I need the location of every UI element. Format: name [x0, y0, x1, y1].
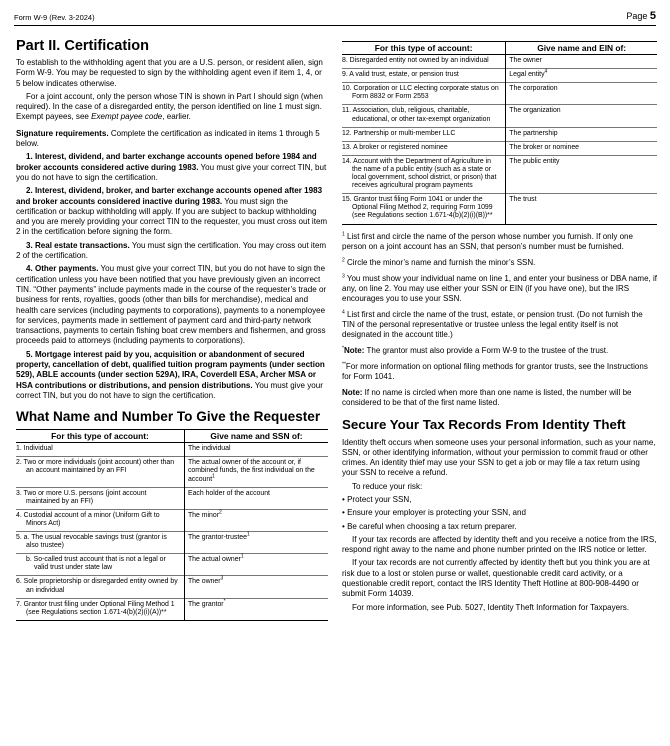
ssn-col-give: Give name and SSN of:	[184, 430, 328, 443]
footnote-3: $^3$ You must show your individual name on line 1, and enter your business or DBA name, if any, on line 2. You may use either your SSN or EIN (if you have one), but the IRS encourages you to use your SSN.	[342, 272, 657, 303]
footnote-2: $^2$ Circle the minor’s name and furnish the minor’s SSN.	[342, 256, 536, 267]
cert-item-5: 5. Mortgage interest paid by you, acquisition or abandonment of secured property, cancellation of debt, qualified tuition program payments (under section 529), ABLE accounts (under section 529A), IRA, Coverdell ESA, Archer MSA or HSA contributions or distributions, and pension distributions. You must give your correct TIN, but you do not have to sign the certification.	[16, 349, 325, 400]
footnote-1: $^1$ List first and circle the name of the person whose number you furnish. If only one person on a joint account has an SSN, that person’s number must be furnished.	[342, 230, 633, 251]
ssn-col-account: For this type of account:	[16, 430, 184, 443]
table-row: 6. Sole proprietorship or disregarded entity owned by an individual The owner$^3$	[16, 576, 328, 598]
table-row: 5. a. The usual revocable savings trust (grantor is also trustee) The grantor-trustee$^1$	[16, 532, 328, 554]
identity-intro: Identity theft occurs when someone uses your personal information, such as your name, SSN, or other identifying information, without your permission to commit fraud or other crimes. An identity thief may use your SSN to get a job or may file a tax return using your SSN to receive a refund.	[342, 437, 656, 478]
identity-more-info: For more information, see Pub. 5027, Identity Theft Information for Taxpayers.	[352, 602, 630, 612]
footnote-note: Note: If no name is circled when more than one name is listed, the number will be considered to be that of the first name listed.	[342, 387, 632, 407]
table-row: 10. Corporation or LLC electing corporate status on Form 8832 or Form 2553 The corporation	[342, 83, 657, 105]
footnote-optional-filing: **For more information on optional filing methods for grantor trusts, see the Instructions for Form 1041.	[342, 360, 648, 381]
list-item: • Be careful when choosing a tax return preparer.	[342, 521, 517, 531]
table-row: 2. Two or more individuals (joint account) other than an account maintained by an FFI The actual owner of the account or, if combined funds, the first individual on the account$^1$	[16, 457, 328, 487]
table-row: 3. Two or more U.S. persons (joint account maintained by an FFI) Each holder of the account	[16, 487, 328, 509]
table-row: 12. Partnership or multi-member LLC The partnership	[342, 127, 657, 141]
table-row: 9. A valid trust, estate, or pension trust Legal entity$^4$	[342, 69, 657, 83]
certification-title: Part II. Certification	[16, 38, 149, 54]
cert-item-1: 1. Interest, dividend, and barter exchange accounts opened before 1984 and broker accounts considered active during 1983. You must give your correct TIN, but you do not have to sign the certification.	[16, 152, 327, 182]
footnote-grantor: *Note: The grantor must also provide a Form W-9 to the trustee of the trust.	[342, 344, 609, 355]
identity-notice: If your tax records are affected by identity theft and you receive a notice from the IRS, respond right away to the name and phone number printed on the IRS notice or letter.	[342, 534, 657, 555]
table-row: 11. Association, club, religious, charitable, educational, or other tax-exempt organization The organization	[342, 105, 657, 127]
table-row: 1. Individual The individual	[16, 443, 328, 457]
cert-joint-account: For a joint account, only the person whose TIN is shown in Part I should sign (when required). In the case of a disregarded entity, the person identified on line 1 must sign. Exempt payees, see Exempt payee code, earlier.	[16, 91, 323, 122]
table-row: 7. Grantor trust filing under Optional Filing Method 1 (see Regulations section 1.671-4(b)(2)(i)(A))** The grantor*	[16, 598, 328, 620]
signature-requirements: Signature requirements. Complete the certification as indicated in items 1 through 5 below.	[16, 128, 320, 149]
right-column	[342, 41, 657, 616]
table-row: 15. Grantor trust filing Form 1041 or under the Optional Filing Method 2, requiring Form 1099 (see Regulations section 1.671-4(b)(2)(i)(B))** The trust	[342, 194, 657, 224]
ein-col-account: For this type of account:	[342, 42, 506, 55]
table-row: b. So-called trust account that is not a legal or valid trust under state law The actual owner$^1$	[16, 554, 328, 576]
ein-col-give: Give name and EIN of:	[506, 42, 657, 55]
cert-item-3: 3. Real estate transactions. You must sign the certification. You may cross out item 2 of the certification.	[16, 240, 327, 261]
ein-table	[342, 41, 657, 225]
identity-reduce-risk: To reduce your risk:	[352, 481, 423, 491]
cert-item-4: 4. Other payments. You must give your correct TIN, but you do not have to sign the certification unless you have been notified that you have previously given an incorrect TIN. “Other payments” include payments made in the course of the requester’s trade or business for rents, royalties, goods (other than bills for merchandise), medical and health care services (including payments to corporations), payments to a nonemployee for services, payments made in settlement of payment card and third-party network transactions, payments to certain fishing boat crew members and fishermen, and gross proceeds paid to attorneys (including payments to corporations).	[16, 264, 327, 346]
identity-hotline: If your tax records are not currently affected by identity theft but you think you are at risk due to a lost or stolen purse or wallet, questionable credit card activity, or a questionable credit report, contact the IRS Identity Theft Hotline at 800-908-4490 or submit Form 14039.	[342, 558, 650, 599]
cert-intro: To establish to the withholding agent that you are a U.S. person, or resident alien, sign Form W-9. You may be requested to sign by the withholding agent even if item 1, 4, or 5 below indicates otherwise.	[16, 58, 323, 88]
table-row: 4. Custodial account of a minor (Uniform Gift to Minors Act) The minor$^2$	[16, 509, 328, 531]
ssn-table	[16, 429, 328, 621]
left-column	[16, 31, 328, 621]
what-name-title: What Name and Number To Give the Requester	[16, 409, 321, 425]
header-rule	[14, 25, 656, 26]
list-item: • Protect your SSN,	[342, 494, 412, 504]
table-row: 14. Account with the Department of Agriculture in the name of a public entity (such as a state or local government, school district, or prison) that receives agricultural program payments The public entity	[342, 155, 657, 193]
footnote-4: $^4$ List first and circle the name of the trust, estate, or pension trust. (Do not furnish the TIN of the personal representative or trustee unless the legal entity itself is not designated in the account title.)	[342, 308, 643, 339]
bullet-icon: •	[342, 508, 348, 518]
list-item: • Ensure your employer is protecting your SSN, and	[342, 508, 526, 518]
table-row: 8. Disregarded entity not owned by an individual The owner	[342, 55, 657, 69]
page-number: Page 5	[626, 10, 656, 22]
table-row: 13. A broker or registered nominee The broker or nominee	[342, 141, 657, 155]
bullet-icon: •	[342, 521, 348, 531]
form-id: Form W-9 (Rev. 3-2024)	[14, 13, 95, 22]
bullet-icon: •	[342, 494, 348, 504]
page-header	[14, 10, 656, 24]
identity-theft-title: Secure Your Tax Records From Identity Theft	[342, 416, 626, 432]
cert-item-2: 2. Interest, dividend, broker, and barter exchange accounts opened after 1983 and broker accounts considered inactive during 1983. You must sign the certification or backup withholding will apply. If you are subject to backup withholding and you are merely providing your correct TIN to the requester, you must cross out item 2 in the certification before signing the form.	[16, 186, 328, 237]
